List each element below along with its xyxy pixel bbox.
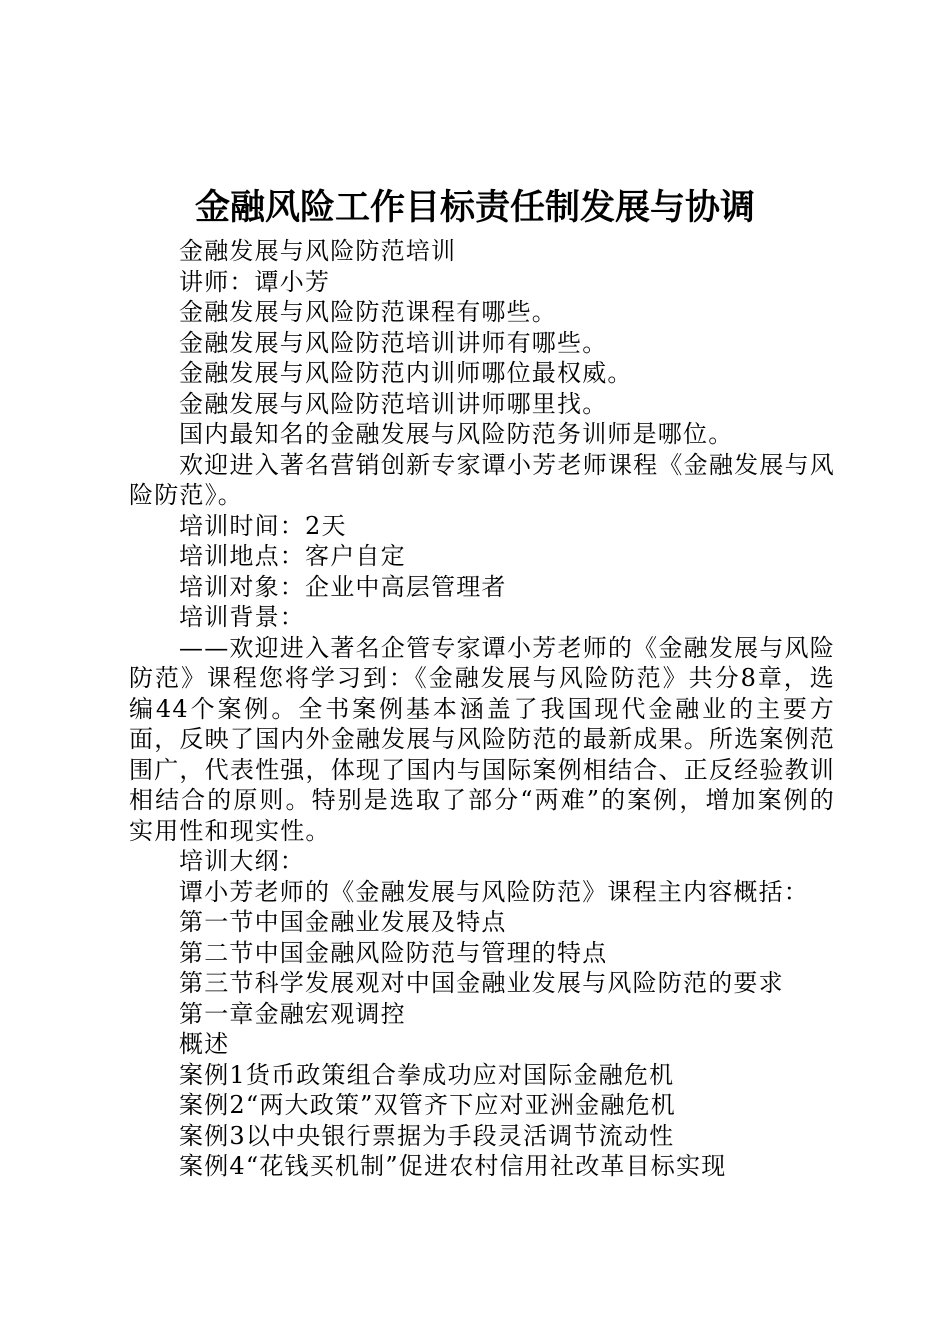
paragraph: 培训对象：企业中高层管理者 [179,572,507,601]
paragraph: ——欢迎进入著名企管专家谭小芳老师的《金融发展与风险防范》课程您将学习到：《金融发展与风险防范》共分8章，选编44个案例。全书案例基本涵盖了我国现代金融业的主要方面，反映了国内外金融发展与风险防范的最新成果。所选案例范围广，代表性强，体现了国内与国际案例相结合、正反经验教训相结合的原则。特别是选取了部分“两难”的案例，增加案例的实用性和现实性。 [129,633,835,845]
paragraph: 案例3以中央银行票据为手段灵活调节流动性 [179,1121,675,1150]
paragraph: 金融发展与风险防范培训 [179,237,457,265]
document-body [129,236,835,1182]
paragraph: 国内最知名的金融发展与风险防范务训师是哪位。 [179,420,734,448]
paragraph: 欢迎进入著名营销创新专家谭小芳老师课程《金融发展与风险防范》。 [129,450,835,509]
paragraph: 第三节科学发展观对中国金融业发展与风险防范的要求 [179,969,784,997]
paragraph: 案例4“花钱买机制”促进农村信用社改革目标实现 [179,1152,727,1180]
paragraph: 谭小芳老师的《金融发展与风险防范》课程主内容概括： [179,877,809,906]
paragraph: 第一节中国金融业发展及特点 [179,908,507,936]
paragraph: 培训大纲： [179,847,305,875]
paragraph: 概述 [179,1030,230,1058]
paragraph: 案例1货币政策组合拳成功应对国际金融危机 [179,1060,675,1089]
paragraph: 培训地点：客户自定 [179,542,406,570]
paragraph: 培训背景： [179,603,305,631]
paragraph: 金融发展与风险防范培训讲师有哪些。 [179,328,608,357]
paragraph: 第二节中国金融风险防范与管理的特点 [179,938,608,967]
paragraph: 培训时间：2天 [179,511,347,540]
paragraph: 金融发展与风险防范培训讲师哪里找。 [179,389,608,418]
paragraph: 金融发展与风险防范内训师哪位最权威。 [179,359,633,387]
document-title: 金融风险工作目标责任制发展与协调 [194,187,755,228]
paragraph: 讲师：谭小芳 [179,267,331,296]
paragraph: 第一章金融宏观调控 [179,999,406,1028]
paragraph: 金融发展与风险防范课程有哪些。 [179,298,557,326]
paragraph: 案例2“两大政策”双管齐下应对亚洲金融危机 [179,1091,677,1119]
